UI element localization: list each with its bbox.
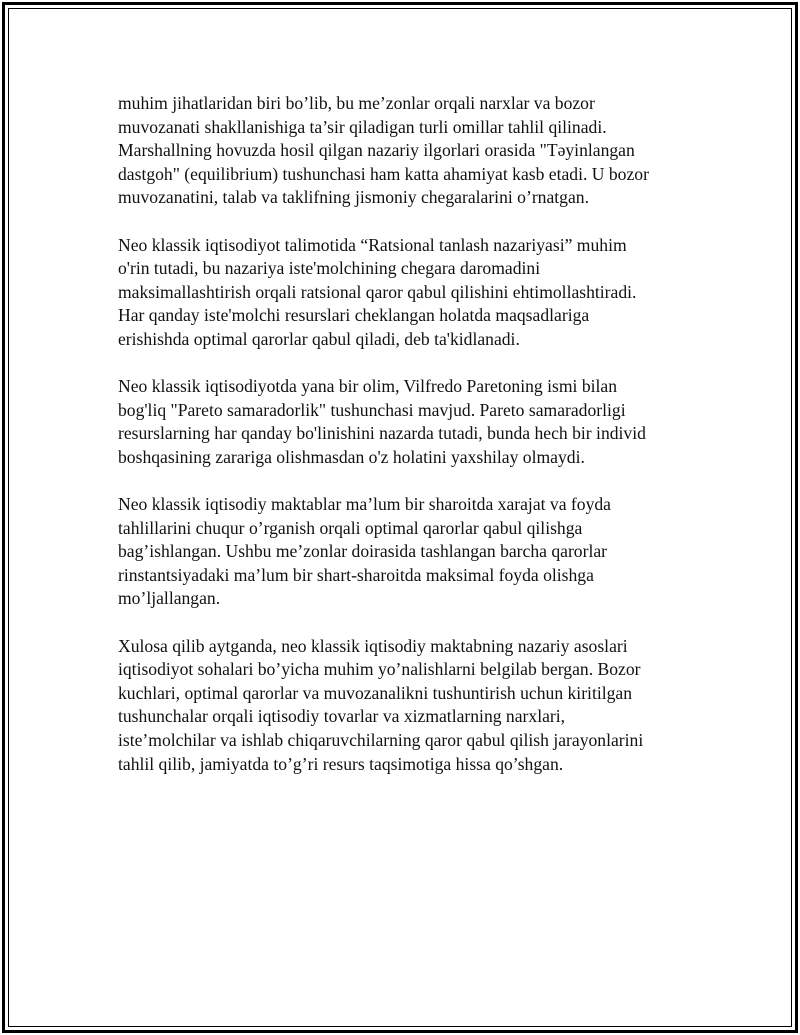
text-line: Har qanday iste'molchi resurslari cheklangan holatda maqsadlariga <box>118 305 590 326</box>
paragraph-5 <box>118 635 698 777</box>
text-line: resurslarning har qanday bo'linishini nazarda tutadi, bunda hech bir individ <box>118 423 646 444</box>
text-line: tahlillarini chuqur o’rganish orqali optimal qarorlar qabul qilishga <box>118 517 583 538</box>
text-line: maksimallashtirish orqali ratsional qaror qabul qilishini ehtimollashtiradi. <box>118 281 637 302</box>
text-line: rinstantsiyadaki ma’lum bir shart-sharoitda maksimal foyda olishga <box>118 564 594 585</box>
paragraph-4 <box>118 493 698 611</box>
paragraph-3 <box>118 375 698 469</box>
text-line: Xulosa qilib aytganda, neo klassik iqtisodiy maktabning nazariy asoslari <box>118 635 628 656</box>
paragraph-2 <box>118 234 698 352</box>
text-line: mo’ljallangan. <box>118 588 221 609</box>
text-line: kuchlari, optimal qarorlar va muvozanalikni tushuntirish uchun kiritilgan <box>118 682 633 703</box>
text-line: Neo klassik iqtisodiy maktablar ma’lum bir sharoitda xarajat va foyda <box>118 494 611 515</box>
text-line: erishishda optimal qarorlar qabul qiladi, deb ta'kidlanadi. <box>118 328 520 349</box>
text-line: muvozanati shakllanishiga ta’sir qiladigan turli omillar tahlil qilinadi. <box>118 116 607 137</box>
text-line: o'rin tutadi, bu nazariya iste'molchining chegara daromadini <box>118 258 541 279</box>
text-line: tushunchalar orqali iqtisodiy tovarlar va xizmatlarning narxlari, <box>118 706 566 727</box>
paragraph-1 <box>118 92 698 210</box>
text-line: bog'liq "Pareto samaradorlik" tushunchasi mavjud. Pareto samaradorligi <box>118 399 626 420</box>
text-line: muhim jihatlaridan biri bo’lib, bu me’zonlar orqali narxlar va bozor <box>118 93 595 113</box>
text-line: Neo klassik iqtisodiyot talimotida “Ratsional tanlash nazariyasi” muhim <box>118 234 627 255</box>
text-line: iqtisodiyot sohalari bo’yicha muhim yo’nalishlarni belgilab bergan. Bozor <box>118 659 641 680</box>
text-line: muvozanatini, talab va taklifning jismoniy chegaralarini o’rnatgan. <box>118 187 589 208</box>
text-line: bag’ishlangan. Ushbu me’zonlar doirasida tashlangan barcha qarorlar <box>118 541 608 562</box>
text-line: Neo klassik iqtisodiyotda yana bir olim, Vilfredo Paretoning ismi bilan <box>118 376 617 397</box>
text-line: dastgoh" (equilibrium) tushunchasi ham katta ahamiyat kasb etadi. U bozor <box>118 163 649 184</box>
text-line: iste’molchilar va ishlab chiqaruvchilarning qaror qabul qilish jarayonlarini <box>118 730 644 751</box>
text-line: tahlil qilib, jamiyatda to’g’ri resurs taqsimotiga hissa qo’shgan. <box>118 753 564 774</box>
document-body <box>118 92 698 800</box>
text-line: Marshallning hovuzda hosil qilgan nazariy ilgorlari orasida "Təyinlangan <box>118 140 635 161</box>
text-line: boshqasining zarariga olishmasdan o'z holatini yaxshilay olmaydi. <box>118 446 585 467</box>
